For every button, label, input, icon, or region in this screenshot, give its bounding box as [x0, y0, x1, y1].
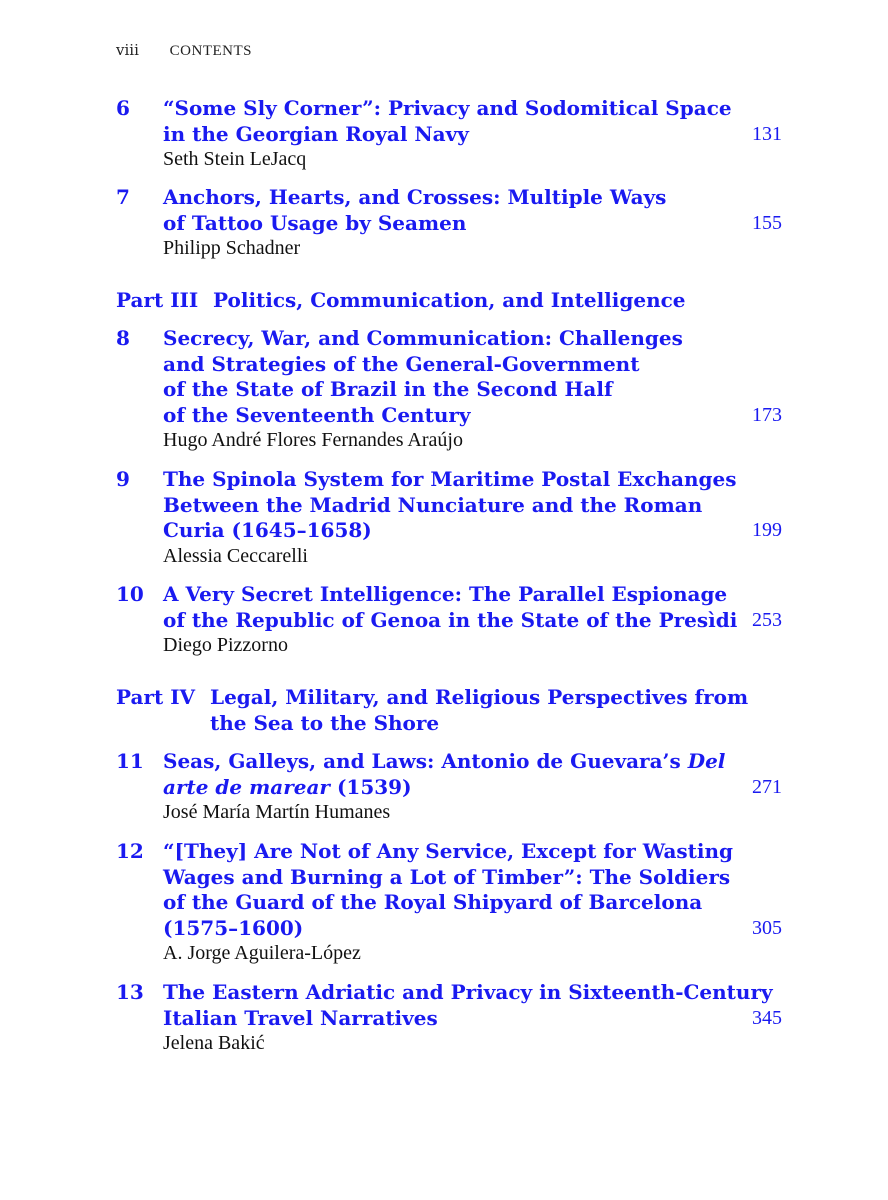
toc-entry-10[interactable] [116, 582, 788, 659]
chapter-author: Jelena Bakić [163, 1032, 265, 1054]
chapter-number: 11 [116, 749, 144, 773]
toc-entry-13[interactable] [116, 980, 788, 1057]
chapter-number: 9 [116, 467, 130, 491]
toc-entry-8[interactable] [116, 326, 788, 454]
chapter-author: Alessia Ceccarelli [163, 544, 308, 567]
part-title: Politics, Communication, and Intelligence [213, 288, 686, 312]
toc-entry-11[interactable] [116, 749, 788, 826]
chapter-page-number[interactable]: 155 [752, 211, 782, 234]
chapter-number: 10 [116, 582, 144, 606]
chapter-title[interactable]: The Spinola System for Maritime Postal Exchanges Between the Madrid Nunciature and the Roman Curia (1645–1658) [163, 467, 737, 542]
chapter-author: Philipp Schadner [163, 237, 301, 259]
chapter-title[interactable]: Seas, Galleys, and Laws: Antonio de Guevara’s Del arte de marear (1539) [163, 749, 726, 799]
chapter-author: Hugo André Flores Fernandes Araújo [163, 429, 463, 451]
chapter-title[interactable]: Anchors, Hearts, and Crosses: Multiple Ways of Tattoo Usage by Seamen [163, 185, 667, 235]
chapter-author: Seth Stein LeJacq [163, 148, 307, 170]
toc-entry-7[interactable] [116, 185, 788, 262]
chapter-page-number[interactable]: 305 [752, 916, 782, 939]
chapter-page-number[interactable]: 253 [752, 608, 782, 631]
chapter-author: Diego Pizzorno [163, 634, 288, 656]
chapter-number: 7 [116, 185, 130, 209]
toc-entry-6[interactable] [116, 96, 788, 173]
chapter-page-number[interactable]: 271 [752, 775, 782, 798]
chapter-page-number[interactable]: 199 [752, 519, 782, 541]
header-title: CONTENTS [169, 43, 252, 59]
chapter-number: 6 [116, 96, 130, 120]
chapter-number: 8 [116, 326, 130, 350]
part-label: Part III [116, 288, 199, 312]
chapter-author: José María Martín Humanes [163, 801, 391, 823]
header-page-number: viii [116, 41, 139, 59]
chapter-title[interactable]: A Very Secret Intelligence: The Parallel Espionage of the Republic of Genoa in the State of the Presìdi [163, 582, 738, 632]
toc-entry-12[interactable] [116, 839, 788, 967]
part-label: Part IV [116, 685, 196, 709]
chapter-title[interactable]: “[They] Are Not of Any Service, Except for Wasting Wages and Burning a Lot of Timber”: The Soldiers of the Guard of the Royal Shipyard of Barcelona (1575–1600) [163, 839, 734, 940]
chapter-title[interactable]: Secrecy, War, and Communication: Challenges and Strategies of the General-Government of the State of Brazil in the Second Half of the Seventeenth Century [163, 326, 683, 427]
chapter-author: A. Jorge Aguilera-López [163, 942, 361, 964]
chapter-number: 12 [116, 839, 144, 863]
chapter-page-number[interactable]: 345 [752, 1006, 782, 1029]
chapter-number: 13 [116, 980, 144, 1004]
chapter-title[interactable]: The Eastern Adriatic and Privacy in Sixteenth-Century Italian Travel Narratives [163, 980, 773, 1030]
part-heading-iv[interactable] [116, 685, 776, 737]
chapter-page-number[interactable]: 173 [752, 403, 782, 426]
part-title: Legal, Military, and Religious Perspectives from the Sea to the Shore [210, 685, 749, 735]
chapter-title[interactable]: “Some Sly Corner”: Privacy and Sodomitical Space in the Georgian Royal Navy [163, 96, 732, 146]
toc-entry-9[interactable] [116, 467, 788, 569]
chapter-page-number[interactable]: 131 [752, 122, 782, 145]
